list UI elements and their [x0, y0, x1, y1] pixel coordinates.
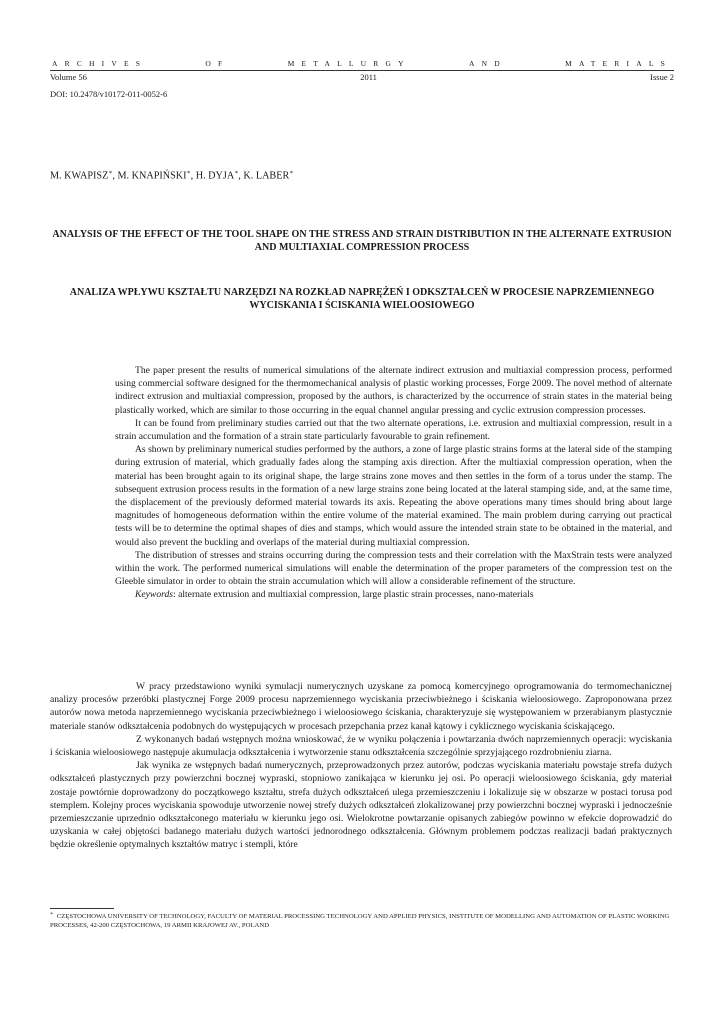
affiliation-mark: ∗ [289, 170, 294, 176]
journal-word: MATERIALS [565, 59, 672, 68]
affiliation-footnote [50, 910, 672, 931]
author-name: K. LABER [243, 170, 290, 182]
author-name: M. KWAPISZ [50, 170, 109, 182]
footnote-mark: ∗ [50, 912, 54, 917]
polish-paragraph: Z wykonanych badań wstępnych można wnioskować, że w wyniku połączenia i powtarzania dwóch naprzemiennych operacji: wyciskania i ściskania wieloosiowego następuje akumulacja odkształcenia i wytworzenie stanu odkształcenia szczególnie sprzyjającego rozdrobnieniu ziarna. [50, 733, 672, 759]
english-title: ANALYSIS OF THE EFFECT OF THE TOOL SHAPE ON THE STRESS AND STRAIN DISTRIBUTION IN THE ALTERNATE EXTRUSION AND MULTIAXIAL COMPRESSION PROCESS [52, 229, 672, 253]
journal-word: AND [468, 59, 507, 68]
journal-word: ARCHIVES [52, 59, 148, 68]
abstract-paragraph: The paper present the results of numerical simulations of the alternate indirect extrusion and multiaxial compression process, performed using commercial software designed for the thermomechanical analysis of plastic working processes, Forge 2009. The novel method of alternate indirect extrusion and multiaxial compression, proposed by the authors, is characterized by the occurrence of strain states in the material being plastically worked, which are similar to those occurring in the equal channel angular pressing and cyclic extrusion compression processes. [115, 365, 672, 416]
affiliation-mark: ∗ [108, 170, 113, 176]
issue-info [50, 72, 674, 82]
footnote-text: CZĘSTOCHOWA UNIVERSITY OF TECHNOLOGY, FACULTY OF MATERIAL PROCESSING TECHNOLOGY AND APPLIED PHYSICS, INSTITUTE OF MODELLING AND AUTOMATION OF PLASTIC WORKING PROCESSES, 42-200 CZĘSTOCHOWA, 19 ARMII KRAJOWEJ AV., POLAND [50, 913, 670, 930]
english-abstract [115, 364, 672, 602]
affiliation-mark: ∗ [186, 170, 191, 176]
polish-paragraph: Jak wynika ze wstępnych badań numerycznych, przeprowadzonych przez autorów, podczas wyciskania materiału powstaje strefa dużych odkształceń plastycznych przy powierzchni bocznej wypraski, stopniowo zanikająca w kierunku jej osi. Po operacji wieloosiowego ściskania, gdy materiał zostaje powtórnie doprowadzony do początkowego kształtu, strefa dużych odkształceń ulega przemieszczeniu i lokalizuje się w obszarze w postaci torusa pod stemplem. Kolejny proces wyciskania spowoduje utworzenie nowej strefy dużych odkształceń zlokalizowanej przy powierzchni bocznej wypraski i jednocześnie przemieszczanie uprzednio odkształconego materiału w kierunku jego osi. Wielokrotne powtarzanie opisanych zabiegów powinno w efekcie doprowadzić do uzyskania w całej objętości badanego materiału dużych wartości jednorodnego odkształcenia. Głównym problemem podczas realizacji badań praktycznych będzie określenie optymalnych kształtów matryc i stempli, które [50, 760, 672, 851]
year-label: 2011 [360, 72, 377, 82]
footnote-divider [50, 908, 114, 909]
issue-label: Issue 2 [650, 72, 674, 82]
keywords [115, 588, 672, 601]
abstract-paragraph: The distribution of stresses and strains occurring during the compression tests and their correlation with the MaxStrain tests were analyzed within the work. The performed numerical simulations will enable the determination of the proper parameters of the compression test on the Gleeble simulator in order to obtain the strain accumulation which will allow a considerable refinement of the structure. [115, 549, 672, 588]
author-name: M. KNAPIŃSKI [117, 170, 187, 182]
author-name: H. DYJA [195, 170, 235, 182]
volume-label: Volume 56 [50, 72, 87, 82]
keywords-label: Keywords [135, 589, 174, 601]
author-list: M. KWAPISZ∗, M. KNAPIŃSKI∗, H. DYJA∗, K. LABER∗ [50, 170, 294, 182]
header-divider [50, 70, 674, 71]
polish-title: ANALIZA WPŁYWU KSZTAŁTU NARZĘDZI NA ROZKŁAD NAPRĘŻEŃ I ODKSZTAŁCEŃ W PROCESIE NAPRZEMIENNEGO WYCISKANIA I ŚCISKANIA WIELOOSIOWEGO [69, 287, 655, 311]
journal-word: METALLURGY [287, 59, 411, 68]
keywords-text: : alternate extrusion and multiaxial compression, large plastic strain processes, nano-materials [173, 589, 534, 601]
journal-name [52, 59, 672, 68]
abstract-paragraph: As shown by preliminary numerical studies performed by the authors, a zone of large plastic strains forms at the lateral side of the stamping during extrusion of material, which gradually fades along the stamping axis direction. After the multiaxial compression operation, when the material has been brought again to its original shape, the large strains zone moves and then settles in the form of a torus under the stamp. The subsequent extrusion process results in the formation of a new large strains zone being located at the lateral stamping side, and, at the same time, the displacement of the previously deformed material towards its axis. Repeating the above operations many times should bring about large magnitudes of homogeneous deformation within the entire volume of the material examined. The main problem during carrying out practical tests will be to determine the optimal shapes of dies and stamps, which would assure the intended strain state to be obtained in the material, and would also prevent the buckling and overlaps of the material during multiaxial compression. [115, 444, 672, 548]
journal-word: OF [205, 59, 230, 68]
affiliation-mark: ∗ [234, 170, 239, 176]
polish-abstract [50, 680, 672, 852]
doi-label: DOI: 10.2478/v10172-011-0052-6 [50, 89, 168, 99]
abstract-paragraph: It can be found from preliminary studies carried out that the two alternate operations, i.e. extrusion and multiaxial compression, result in a strain accumulation and the formation of a strain state particularly favourable to grain refinement. [115, 417, 672, 443]
polish-paragraph: W pracy przedstawiono wyniki symulacji numerycznych uzyskane za pomocą komercyjnego oprogramowania do termomechanicznej analizy procesów przeróbki plastycznej Forge 2009 procesu naprzemiennego wyciskania przeciwbieżnego i ściskania wieloosiowego. Zaproponowana przez autorów nowa metoda naprzemiennego wyciskania przeciwbieżnego i wieloosiowego ściskania, charakteryzuje się występowaniem w przerabianym plastycznie materiale stanów odkształcenia podobnych do występujących w procesach przepchania przez kanał kątowy i cyklicznego wyciskania ściskającego. [50, 681, 672, 732]
